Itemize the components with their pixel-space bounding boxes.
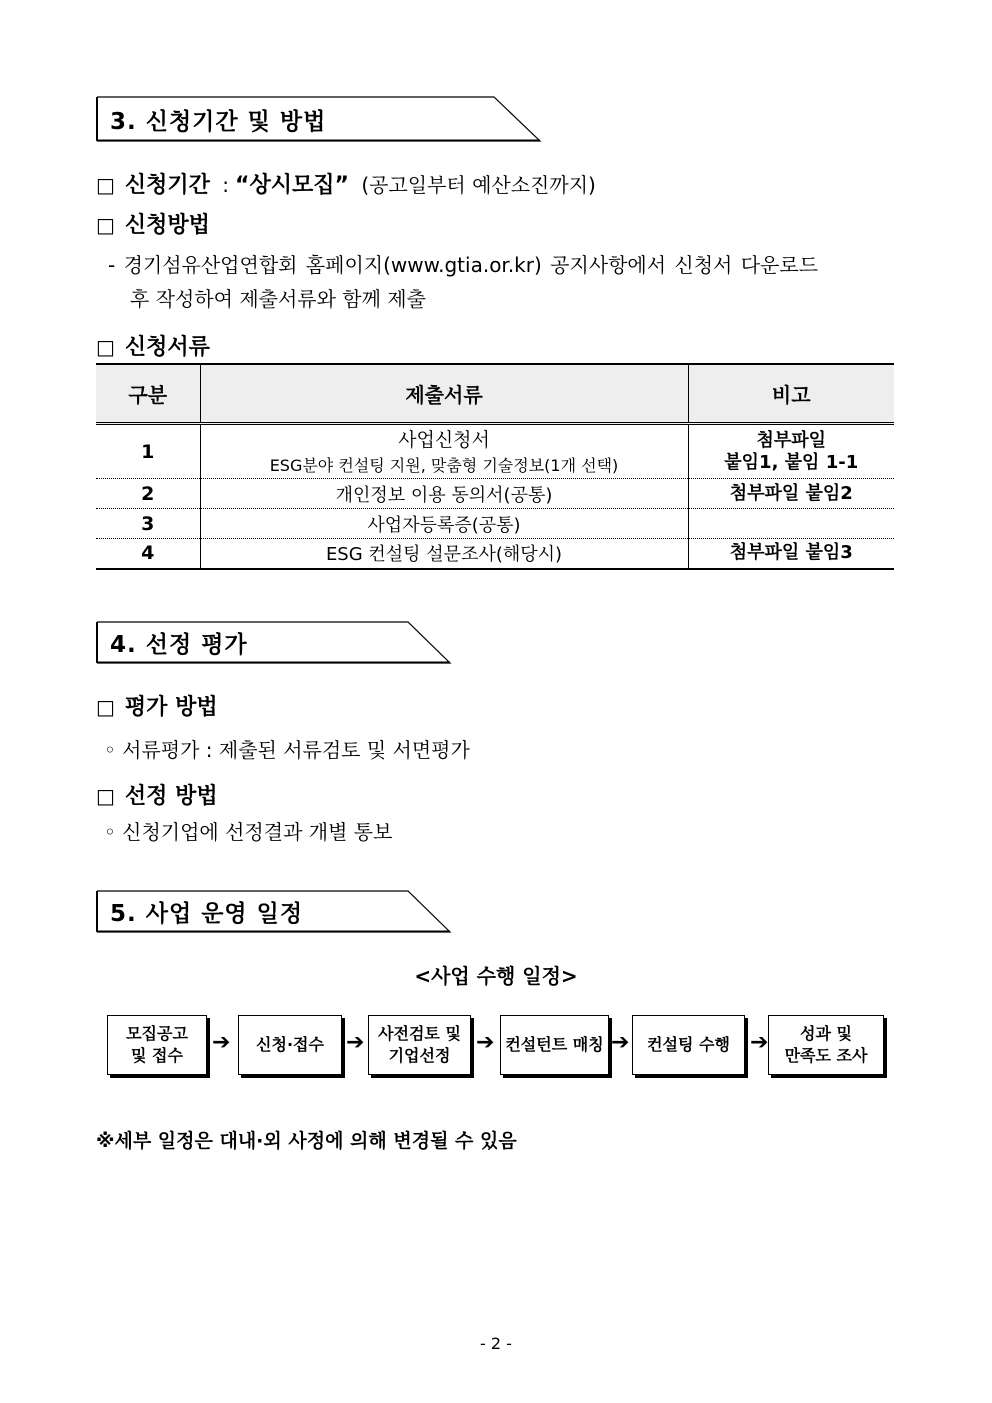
row-document: ESG 컨설팅 설문조사(해당시): [200, 539, 688, 569]
section4-title: 4. 선정 평가: [110, 632, 248, 658]
checkbox-icon: □: [96, 173, 115, 197]
section5-title: 5. 사업 운영 일정: [110, 901, 304, 927]
flow-step-review: [368, 1015, 471, 1075]
table-row: [96, 424, 894, 479]
table-row: [96, 539, 894, 569]
step-line: 컨설턴트 매칭: [505, 1035, 604, 1054]
step-line: 사전검토 및: [378, 1024, 461, 1043]
table-row: [96, 479, 894, 509]
method-line: [96, 208, 210, 239]
row-remark-line2: 붙임1, 붙임 1-1: [724, 451, 859, 473]
checkbox-icon: □: [96, 784, 115, 808]
section5-header: [96, 890, 452, 933]
row-document-title: 사업신청서: [398, 429, 490, 451]
row-remark-line1: 첨부파일: [756, 429, 827, 451]
table-header-row: [96, 364, 894, 424]
flow-step-recruit: [107, 1015, 207, 1075]
method-desc-1: - 경기섬유산업연합회 홈페이지(www.gtia.or.kr) 공지사항에서 신청서 다운로드: [108, 253, 819, 277]
schedule-footnote: ※세부 일정은 대내·외 사정에 의해 변경될 수 있음: [96, 1130, 517, 1152]
section4-header: [96, 621, 452, 664]
docs-label: 신청서류: [124, 335, 210, 360]
checkbox-icon: □: [96, 335, 115, 359]
select-label: 선정 방법: [124, 784, 218, 809]
step-line: 만족도 조사: [784, 1046, 868, 1065]
row-number: 3: [96, 509, 200, 539]
step-line: 성과 및: [800, 1024, 852, 1043]
flow-step-apply: [238, 1015, 342, 1075]
period-colon: :: [222, 173, 230, 197]
arrow-icon: ➔: [750, 1030, 769, 1055]
row-remark: [688, 509, 894, 539]
table-row: [96, 509, 894, 539]
section3-title: 3. 신청기간 및 방법: [110, 108, 327, 135]
row-number: 2: [96, 479, 200, 509]
header-category: 구분: [96, 364, 200, 424]
step-line: 신청·접수: [256, 1035, 324, 1054]
row-number: 4: [96, 539, 200, 569]
checkbox-icon: □: [96, 695, 115, 719]
method-desc-2: 후 작성하여 제출서류와 함께 제출: [130, 287, 426, 311]
section3-header: [96, 96, 542, 142]
docs-line: [96, 330, 210, 361]
flow-step-consulting: [632, 1015, 745, 1075]
step-line: 기업선정: [388, 1046, 451, 1065]
arrow-icon: ➔: [346, 1030, 365, 1055]
page-number: - 2 -: [480, 1334, 512, 1353]
checkbox-icon: □: [96, 213, 115, 237]
select-line: [96, 779, 218, 810]
row-remark: 첨부파일 붙임2: [688, 479, 894, 509]
arrow-icon: ➔: [611, 1030, 630, 1055]
flow-step-matching: [500, 1015, 609, 1075]
select-item: ◦ 신청기업에 선정결과 개별 통보: [104, 820, 393, 844]
period-note: (공고일부터 예산소진까지): [361, 173, 596, 197]
header-documents: 제출서류: [200, 364, 688, 424]
eval-line: [96, 690, 218, 721]
row-document: 개인정보 이용 동의서(공통): [200, 479, 688, 509]
row-number: 1: [96, 424, 200, 479]
method-label: 신청방법: [124, 213, 210, 238]
row-document-subtitle: ESG분야 컨설팅 지원, 맞춤형 기술정보(1개 선택): [269, 456, 619, 475]
row-document: 사업자등록증(공통): [200, 509, 688, 539]
period-line: [96, 168, 596, 199]
step-line: 및 접수: [131, 1046, 183, 1065]
eval-item: ◦ 서류평가 : 제출된 서류검토 및 서면평가: [104, 738, 470, 762]
row-document: [200, 424, 688, 479]
arrow-icon: ➔: [476, 1030, 495, 1055]
period-value: “상시모집”: [235, 173, 349, 198]
flow-title: <사업 수행 일정>: [414, 964, 578, 988]
step-line: 컨설팅 수행: [647, 1035, 730, 1054]
documents-table: [96, 363, 894, 570]
arrow-icon: ➔: [212, 1030, 231, 1055]
step-line: 모집공고: [126, 1024, 188, 1043]
flow-step-survey: [768, 1015, 884, 1075]
row-remark: 첨부파일 붙임3: [688, 539, 894, 569]
period-label: 신청기간: [124, 173, 210, 198]
row-remark: [688, 424, 894, 479]
eval-label: 평가 방법: [124, 695, 218, 720]
header-remarks: 비고: [688, 364, 894, 424]
